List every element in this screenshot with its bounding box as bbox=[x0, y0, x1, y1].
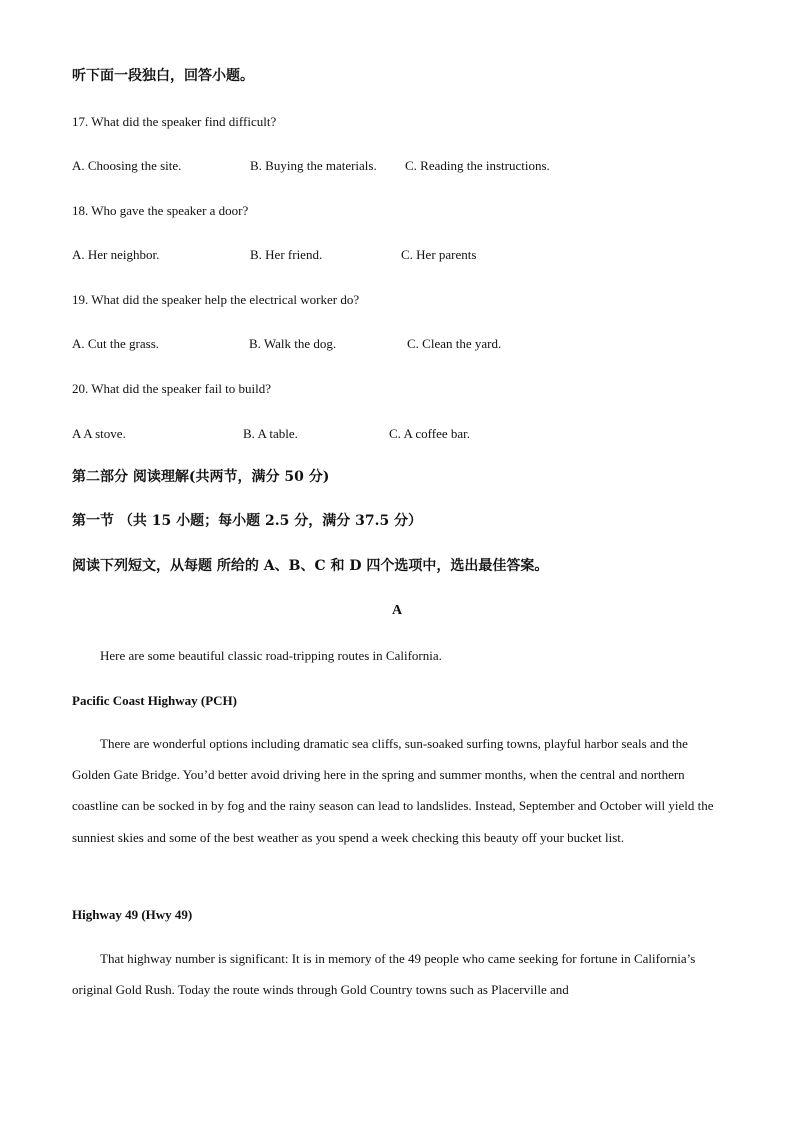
hwy49-paragraph: That highway number is significant: It is in memory of the 49 people who came seeking for fortune in California’s original Gold Rush. Today the route winds through Gold Country towns such as Placerville and bbox=[72, 951, 696, 998]
option-19-a: A. Cut the grass. bbox=[72, 336, 160, 351]
option-20-b: B. A table. bbox=[243, 426, 298, 441]
option-18-a: A. Her neighbor. bbox=[72, 247, 160, 262]
option-19-b: B. Walk the dog. bbox=[249, 336, 337, 351]
option-18-c: C. Her parents bbox=[401, 247, 477, 262]
question-17: 17. What did the speaker find difficult? bbox=[72, 114, 277, 129]
option-20-a: A A stove. bbox=[72, 426, 126, 441]
listen-instruction: 听下面一段独白，回答小题。 bbox=[72, 68, 254, 84]
option-17-b: B. Buying the materials. bbox=[250, 158, 377, 173]
reading-instruction: 阅读下列短文，从每题 所给的 A、B、C 和 D 四个选项中，选出最佳答案。 bbox=[72, 558, 549, 574]
option-18-b: B. Her friend. bbox=[250, 247, 323, 262]
option-19-c: C. Clean the yard. bbox=[407, 336, 502, 351]
intro-text: Here are some beautiful classic road-tripping routes in California. bbox=[100, 648, 442, 663]
question-20: 20. What did the speaker fail to build? bbox=[72, 381, 272, 396]
section1-title: 第一节 （共 15 小题；每小题 2.5 分，满分 37.5 分） bbox=[72, 513, 423, 529]
question-18: 18. Who gave the speaker a door? bbox=[72, 203, 249, 218]
pch-paragraph: There are wonderful options including dramatic sea cliffs, sun-soaked surfing towns, playful harbor seals and the Golden Gate Bridge. You’d better avoid driving here in the spring and summer months, when the central and northern coastline can be socked in by fog and the rainy season can lead to landslides. Instead, September and October will yield the sunniest skies and some of the best weather as you spend a week checking this beauty off your bucket list. bbox=[72, 736, 714, 845]
hwy49-heading: Highway 49 (Hwy 49) bbox=[72, 907, 193, 922]
option-20-c: C. A coffee bar. bbox=[389, 426, 470, 441]
passage-letter: A bbox=[391, 603, 403, 618]
pch-heading: Pacific Coast Highway (PCH) bbox=[72, 693, 238, 708]
question-19: 19. What did the speaker help the electrical worker do? bbox=[72, 292, 360, 307]
option-17-a: A. Choosing the site. bbox=[72, 158, 182, 173]
part2-title: 第二部分 阅读理解(共两节，满分 50 分) bbox=[72, 469, 330, 485]
option-17-c: C. Reading the instructions. bbox=[405, 158, 550, 173]
